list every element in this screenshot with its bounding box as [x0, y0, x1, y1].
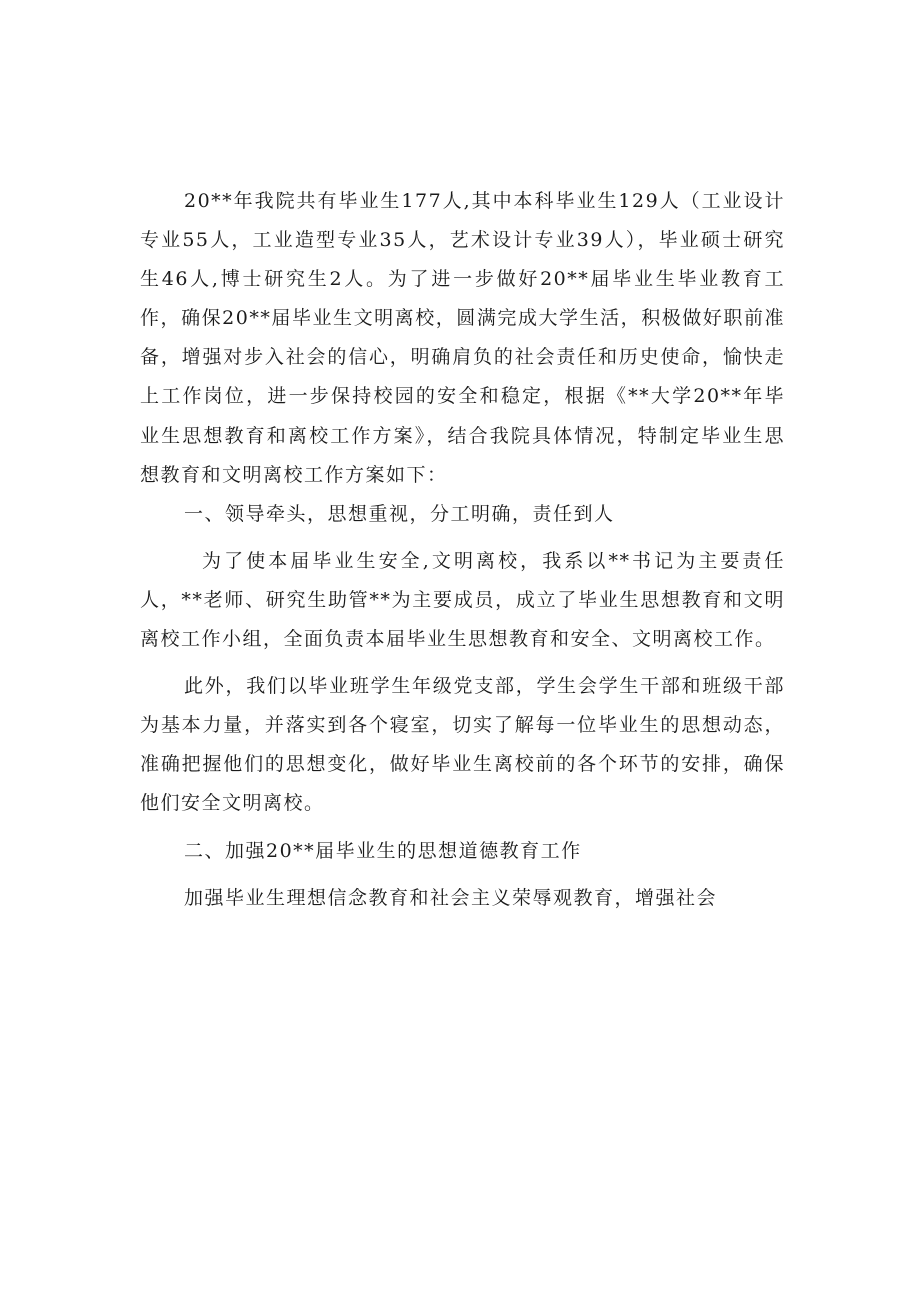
document-body — [140, 182, 785, 918]
section-2-paragraph-1: 加强毕业生理想信念教育和社会主义荣辱观教育，增强社会 — [184, 886, 718, 909]
section-1-paragraph-1: 为了使本届毕业生安全,文明离校，我系以**书记为主要责任人，**老师、研究生助管**为主要成员，成立了毕业生思想教育和文明离校工作小组，全面负责本届毕业生思想教育和安全、文明离校工作。 — [140, 549, 785, 651]
section-heading-1: 一、领导牵头，思想重视，分工明确，责任到人 — [184, 502, 615, 525]
section-heading-2: 二、加强20**届毕业生的思想道德教育工作 — [184, 839, 582, 862]
intro-paragraph: 20**年我院共有毕业生177人,其中本科毕业生129人（工业设计专业55人，工业造型专业35人，艺术设计专业39人），毕业硕士研究生46人,博士研究生2人。为了进一步做好20**届毕业生毕业教育工作，确保20**届毕业生文明离校，圆满完成大学生活，积极做好职前准备，增强对步入社会的信心，明确肩负的社会责任和历史使命，愉快走上工作岗位，进一步保持校园的安全和稳定，根据《**大学20**年毕业生思想教育和离校工作方案》，结合我院具体情况，特制定毕业生思想教育和文明离校工作方案如下： — [140, 190, 785, 486]
section-1-paragraph-2: 此外，我们以毕业班学生年级党支部，学生会学生干部和班级干部为基本力量，并落实到各个寝室，切实了解每一位毕业生的思想动态，准确把握他们的思想变化，做好毕业生离校前的各个环节的安排，确保他们安全文明离校。 — [140, 675, 785, 815]
